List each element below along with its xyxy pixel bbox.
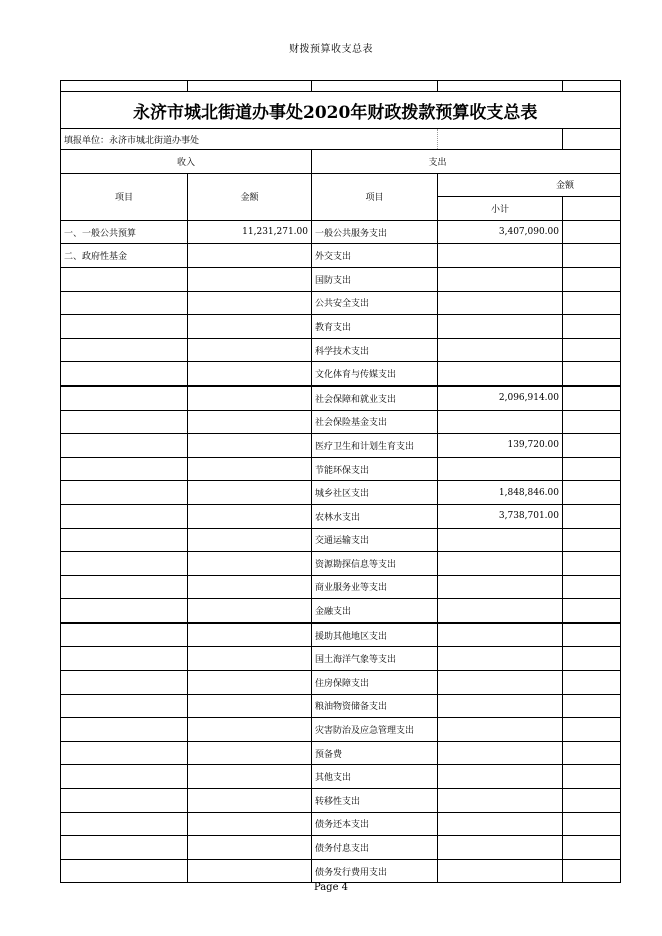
column-header-row-1 xyxy=(61,173,621,197)
expense-amount-cell xyxy=(438,812,563,836)
income-item-cell: 一、一般公共预算 xyxy=(61,220,188,244)
table-row xyxy=(61,220,621,244)
expense-amount-cell: 3,738,701.00 xyxy=(438,504,563,528)
page-header: 财拨预算收支总表 xyxy=(289,44,373,55)
expense-amount-cell xyxy=(438,671,563,695)
extra-cell xyxy=(563,623,621,647)
income-header: 收入 xyxy=(61,150,312,174)
income-item-cell xyxy=(61,741,188,765)
expense-item-cell: 一般公共服务支出 xyxy=(312,220,438,244)
income-item-cell: 二、政府性基金 xyxy=(61,244,188,268)
extra-cell xyxy=(563,481,621,505)
expense-amount-cell xyxy=(438,859,563,883)
table-row xyxy=(61,362,621,386)
table-row xyxy=(61,338,621,362)
expense-amount-cell: 139,720.00 xyxy=(438,434,563,458)
table-row xyxy=(61,504,621,528)
table-row xyxy=(61,528,621,552)
table-row xyxy=(61,291,621,315)
expense-amount-cell xyxy=(438,623,563,647)
expense-amount-cell xyxy=(438,765,563,789)
expense-item-cell: 交通运输支出 xyxy=(312,528,438,552)
income-item-cell xyxy=(61,647,188,671)
table-row xyxy=(61,694,621,718)
expense-item-cell: 资源勘探信息等支出 xyxy=(312,552,438,576)
extra-cell xyxy=(563,647,621,671)
extra-cell xyxy=(563,457,621,481)
income-amount-cell xyxy=(188,812,312,836)
table-row xyxy=(61,244,621,268)
income-amount-cell xyxy=(188,267,312,291)
table-row xyxy=(61,481,621,505)
expense-item-cell: 住房保障支出 xyxy=(312,671,438,695)
expense-item-cell: 国防支出 xyxy=(312,267,438,291)
expense-amount-header: 金额 xyxy=(438,173,621,197)
table-row xyxy=(61,741,621,765)
table-row xyxy=(61,552,621,576)
unit-label: 填报单位：永济市城北街道办事处 xyxy=(61,129,438,150)
expense-item-cell: 科学技术支出 xyxy=(312,338,438,362)
income-amount-cell xyxy=(188,647,312,671)
expense-amount-cell: 2,096,914.00 xyxy=(438,386,563,410)
expense-item-cell: 灾害防治及应急管理支出 xyxy=(312,718,438,742)
income-item-cell xyxy=(61,671,188,695)
income-amount-cell xyxy=(188,244,312,268)
expense-amount-cell xyxy=(438,291,563,315)
expense-amount-cell xyxy=(438,267,563,291)
income-amount-cell xyxy=(188,291,312,315)
expense-item-cell: 金融支出 xyxy=(312,599,438,623)
extra-cell xyxy=(563,599,621,623)
income-amount-cell xyxy=(188,362,312,386)
expense-item-cell: 外交支出 xyxy=(312,244,438,268)
extra-cell xyxy=(563,434,621,458)
extra-cell xyxy=(563,267,621,291)
extra-cell xyxy=(563,575,621,599)
income-amount-cell xyxy=(188,315,312,339)
extra-cell xyxy=(563,410,621,434)
table-row xyxy=(61,575,621,599)
table-row xyxy=(61,315,621,339)
expense-item-cell: 社会保障和就业支出 xyxy=(312,386,438,410)
table-row xyxy=(61,267,621,291)
extra-cell xyxy=(563,362,621,386)
extra-cell xyxy=(563,859,621,883)
expense-amount-cell xyxy=(438,410,563,434)
extra-cell xyxy=(563,552,621,576)
income-item-cell xyxy=(61,362,188,386)
income-item-cell xyxy=(61,291,188,315)
expense-item-header: 项目 xyxy=(312,173,438,220)
income-amount-cell xyxy=(188,741,312,765)
income-item-cell xyxy=(61,481,188,505)
extra-cell xyxy=(563,220,621,244)
income-amount-cell xyxy=(188,504,312,528)
expense-amount-cell xyxy=(438,741,563,765)
income-item-cell xyxy=(61,765,188,789)
table-row xyxy=(61,812,621,836)
extra-cell xyxy=(563,718,621,742)
expense-amount-cell xyxy=(438,457,563,481)
income-item-cell xyxy=(61,836,188,860)
income-amount-cell xyxy=(188,765,312,789)
income-amount-cell xyxy=(188,338,312,362)
expense-item-cell: 商业服务业等支出 xyxy=(312,575,438,599)
income-amount-cell xyxy=(188,599,312,623)
income-item-cell xyxy=(61,434,188,458)
table-row xyxy=(61,457,621,481)
extra-cell xyxy=(563,528,621,552)
income-amount-cell: 11,231,271.00 xyxy=(188,220,312,244)
unit-row xyxy=(61,129,621,150)
expense-item-cell: 节能环保支出 xyxy=(312,457,438,481)
subtotal-header: 小计 xyxy=(438,197,563,221)
top-spacer-row xyxy=(61,81,621,92)
income-item-cell xyxy=(61,457,188,481)
income-item-header: 项目 xyxy=(61,173,188,220)
table-row xyxy=(61,647,621,671)
extra-cell xyxy=(563,244,621,268)
page-footer: Page 4 xyxy=(313,882,349,893)
extra-cell xyxy=(563,694,621,718)
extra-cell xyxy=(563,836,621,860)
income-amount-header: 金额 xyxy=(188,173,312,220)
income-amount-cell xyxy=(188,694,312,718)
income-item-cell xyxy=(61,789,188,813)
expense-amount-cell xyxy=(438,575,563,599)
expense-item-cell: 援助其他地区支出 xyxy=(312,623,438,647)
extra-cell xyxy=(563,812,621,836)
table-row xyxy=(61,836,621,860)
expense-item-cell: 教育支出 xyxy=(312,315,438,339)
expense-amount-cell xyxy=(438,552,563,576)
budget-table-frame xyxy=(60,80,574,878)
income-amount-cell xyxy=(188,481,312,505)
table-row xyxy=(61,386,621,410)
expense-amount-cell xyxy=(438,528,563,552)
table-row xyxy=(61,623,621,647)
expense-item-cell: 债务付息支出 xyxy=(312,836,438,860)
table-row xyxy=(61,434,621,458)
table-row xyxy=(61,671,621,695)
extra-cell xyxy=(563,338,621,362)
extra-cell xyxy=(563,765,621,789)
extra-cell xyxy=(563,504,621,528)
extra-cell xyxy=(563,291,621,315)
expense-amount-cell xyxy=(438,244,563,268)
extra-cell xyxy=(563,386,621,410)
extra-cell xyxy=(563,741,621,765)
extra-cell xyxy=(563,789,621,813)
table-row xyxy=(61,765,621,789)
expense-amount-cell xyxy=(438,694,563,718)
income-amount-cell xyxy=(188,434,312,458)
income-item-cell xyxy=(61,859,188,883)
expense-item-cell: 债务发行费用支出 xyxy=(312,859,438,883)
expense-amount-cell xyxy=(438,647,563,671)
expense-item-cell: 社会保险基金支出 xyxy=(312,410,438,434)
expense-item-cell: 医疗卫生和计划生育支出 xyxy=(312,434,438,458)
expense-amount-cell: 1,848,846.00 xyxy=(438,481,563,505)
extra-cell xyxy=(563,671,621,695)
income-item-cell xyxy=(61,338,188,362)
expense-amount-cell xyxy=(438,362,563,386)
expense-amount-cell xyxy=(438,599,563,623)
section-header-row xyxy=(61,150,621,174)
budget-table xyxy=(60,80,621,883)
table-row xyxy=(61,789,621,813)
expense-item-cell: 公共安全支出 xyxy=(312,291,438,315)
expense-item-cell: 文化体育与传媒支出 xyxy=(312,362,438,386)
table-title: 永济市城北街道办事处2020年财政拨款预算收支总表 xyxy=(61,92,621,129)
income-amount-cell xyxy=(188,718,312,742)
income-amount-cell xyxy=(188,623,312,647)
income-amount-cell xyxy=(188,552,312,576)
income-item-cell xyxy=(61,315,188,339)
income-item-cell xyxy=(61,267,188,291)
income-item-cell xyxy=(61,599,188,623)
income-item-cell xyxy=(61,812,188,836)
expense-item-cell: 粮油物资储备支出 xyxy=(312,694,438,718)
income-amount-cell xyxy=(188,528,312,552)
expense-item-cell: 预备费 xyxy=(312,741,438,765)
expense-amount-cell: 3,407,090.00 xyxy=(438,220,563,244)
income-amount-cell xyxy=(188,789,312,813)
expense-amount-cell xyxy=(438,789,563,813)
expense-item-cell: 转移性支出 xyxy=(312,789,438,813)
table-row xyxy=(61,410,621,434)
table-row xyxy=(61,718,621,742)
income-item-cell xyxy=(61,386,188,410)
income-item-cell xyxy=(61,528,188,552)
income-item-cell xyxy=(61,694,188,718)
income-amount-cell xyxy=(188,575,312,599)
income-amount-cell xyxy=(188,410,312,434)
expense-amount-cell xyxy=(438,338,563,362)
income-amount-cell xyxy=(188,457,312,481)
income-item-cell xyxy=(61,718,188,742)
income-amount-cell xyxy=(188,671,312,695)
expense-header: 支出 xyxy=(312,150,621,174)
income-amount-cell xyxy=(188,836,312,860)
table-row xyxy=(61,859,621,883)
extra-cell xyxy=(563,315,621,339)
income-item-cell xyxy=(61,504,188,528)
expense-amount-cell xyxy=(438,315,563,339)
expense-amount-cell xyxy=(438,718,563,742)
expense-item-cell: 国土海洋气象等支出 xyxy=(312,647,438,671)
income-amount-cell xyxy=(188,386,312,410)
income-item-cell xyxy=(61,575,188,599)
income-item-cell xyxy=(61,623,188,647)
expense-item-cell: 城乡社区支出 xyxy=(312,481,438,505)
title-row xyxy=(61,92,621,129)
income-amount-cell xyxy=(188,859,312,883)
income-item-cell xyxy=(61,410,188,434)
expense-amount-cell xyxy=(438,836,563,860)
table-row xyxy=(61,599,621,623)
income-item-cell xyxy=(61,552,188,576)
expense-item-cell: 其他支出 xyxy=(312,765,438,789)
expense-item-cell: 债务还本支出 xyxy=(312,812,438,836)
expense-item-cell: 农林水支出 xyxy=(312,504,438,528)
